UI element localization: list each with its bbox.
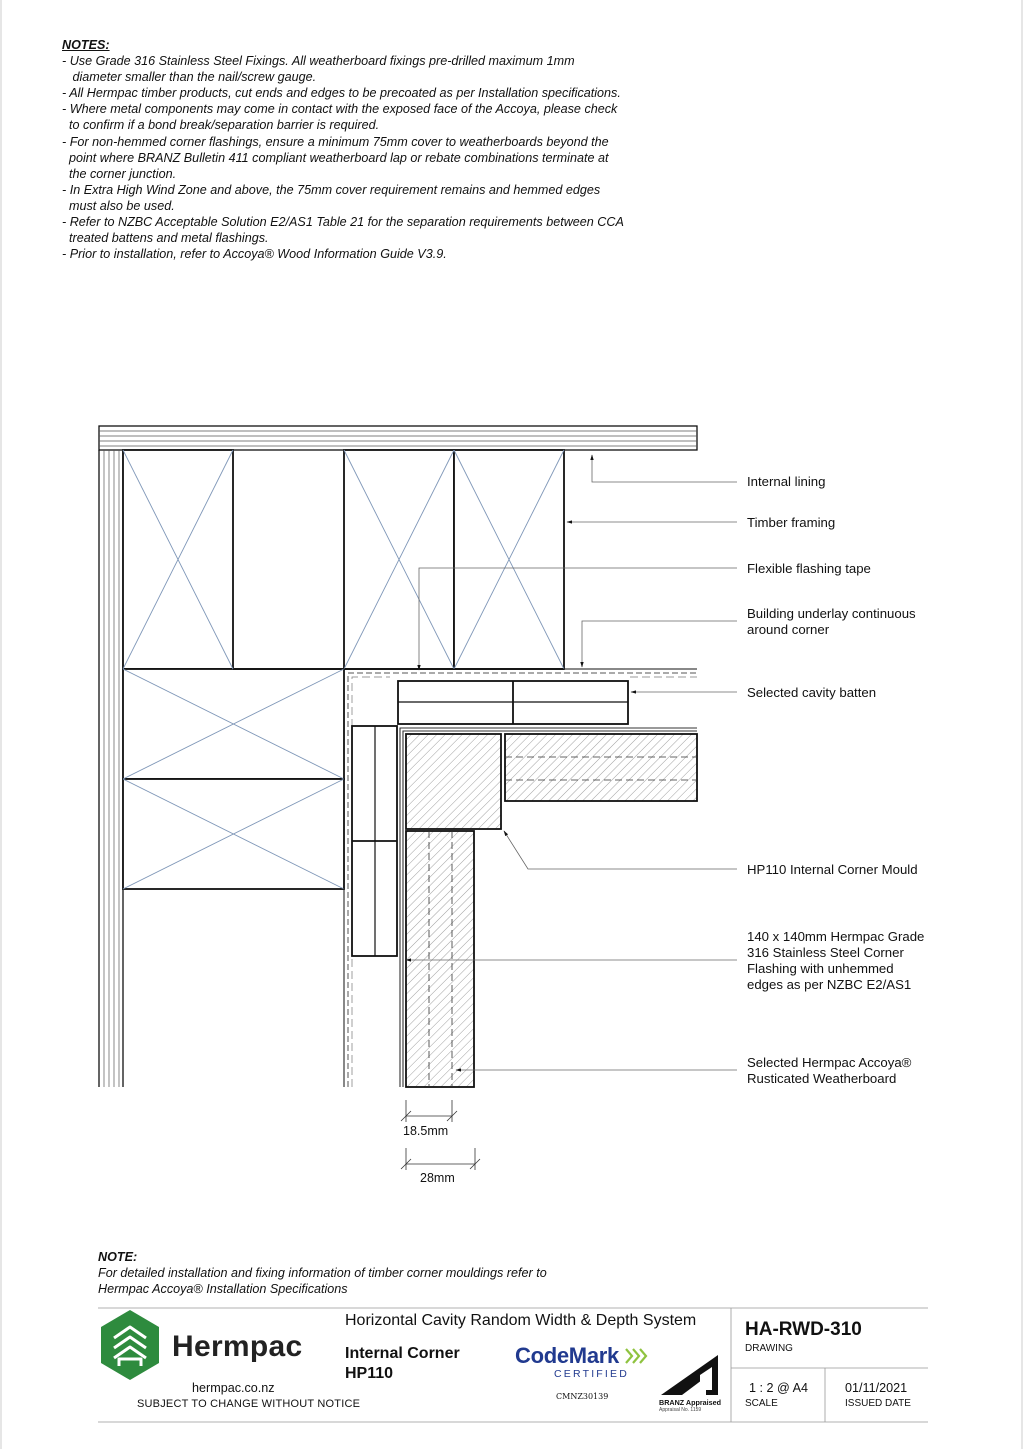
label-corner-flashing-line2: 316 Stainless Steel Corner (747, 945, 904, 960)
label-internal-lining: Internal lining (747, 474, 826, 489)
note-line: - Where metal components may come in contact with the exposed face of the Accoya, please check (62, 102, 618, 117)
label-weatherboard-line1: Selected Hermpac Accoya® (747, 1055, 912, 1070)
issued-date-value: 01/11/2021 (845, 1381, 908, 1395)
note-line: the corner junction. (62, 166, 177, 181)
note-line: treated battens and metal flashings. (62, 231, 269, 246)
note-line: diameter smaller than the nail/screw gauge. (62, 70, 317, 85)
product-line2: HP110 (345, 1365, 394, 1382)
label-corner-flashing-line4: edges as per NZBC E2/AS1 (747, 977, 912, 992)
drawing-label: DRAWING (745, 1343, 793, 1354)
weatherboard-horizontal (505, 734, 697, 801)
branz-appraised: BRANZ Appraised (659, 1398, 722, 1407)
brand-name: Hermpac (172, 1330, 303, 1363)
weatherboard-vertical (406, 831, 474, 1087)
note-line: - Prior to installation, refer to Accoya® Wood Information Guide V3.9. (62, 247, 447, 262)
label-timber-framing: Timber framing (747, 515, 836, 530)
notes-heading: NOTES: (62, 38, 110, 52)
installation-note-heading: NOTE: (98, 1250, 138, 1264)
website: hermpac.co.nz (192, 1381, 275, 1395)
dimension-18-5mm: 18.5mm (403, 1124, 449, 1138)
label-corner-flashing-line1: 140 x 140mm Hermpac Grade (747, 929, 925, 944)
scale-label: SCALE (745, 1398, 778, 1409)
cavity-batten-vertical (352, 726, 397, 956)
codemark-number: CMNZ30139 (556, 1392, 609, 1401)
hermpac-logo-icon (101, 1310, 159, 1380)
label-underlay-line2: around corner (747, 622, 830, 637)
note-line: - Use Grade 316 Stainless Steel Fixings. All weatherboard fixings pre-drilled maximum 1mm (62, 54, 575, 69)
installation-note-line: Hermpac Accoya® Installation Specifications (98, 1282, 348, 1296)
branz-mark-icon (661, 1355, 718, 1395)
note-line: to confirm if a bond break/separation barrier is required. (62, 118, 380, 133)
drawing-code: HA-RWD-310 (745, 1319, 862, 1340)
installation-note-line: For detailed installation and fixing information of timber corner mouldings refer to (98, 1266, 547, 1280)
issued-date-label: ISSUED DATE (845, 1398, 911, 1409)
dimension-28mm: 28mm (420, 1171, 455, 1185)
label-corner-mould: HP110 Internal Corner Mould (747, 862, 918, 877)
internal-lining-top (99, 426, 697, 450)
subject-notice: SUBJECT TO CHANGE WITHOUT NOTICE (137, 1398, 361, 1410)
system-name: Horizontal Cavity Random Width & Depth System (345, 1312, 697, 1329)
cavity-batten-horizontal (398, 681, 628, 724)
note-line: - In Extra High Wind Zone and above, the 75mm cover requirement remains and hemmed edges (62, 182, 601, 197)
note-line: - All Hermpac timber products, cut ends and edges to be precoated as per Installation specifications. (62, 86, 621, 101)
label-weatherboard-line2: Rusticated Weatherboard (747, 1071, 897, 1086)
note-line: must also be used. (62, 198, 175, 213)
codemark-chevron-icon (626, 1349, 646, 1363)
codemark-logo: CodeMark (515, 1343, 619, 1368)
note-line: point where BRANZ Bulletin 411 compliant weatherboard lap or rebate combinations terminate at (62, 150, 609, 165)
codemark-certified: CERTIFIED (554, 1368, 630, 1380)
label-corner-flashing-line3: Flashing with unhemmed (747, 961, 894, 976)
product-name (345, 1344, 460, 1384)
note-line: - For non-hemmed corner flashings, ensure a minimum 75mm cover to weatherboards beyond the (62, 134, 609, 149)
label-flashing-tape: Flexible flashing tape (747, 561, 871, 576)
installation-note (98, 1249, 547, 1297)
internal-lining-left (99, 450, 123, 1087)
label-underlay-line1: Building underlay continuous (747, 606, 916, 621)
scale-value: 1 : 2 @ A4 (749, 1381, 808, 1395)
product-line1: Internal Corner (345, 1345, 460, 1362)
branz-appraisal-number: Appraisal No. 1159 (659, 1407, 702, 1413)
corner-mould (406, 734, 501, 829)
label-cavity-batten: Selected cavity batten (747, 685, 877, 700)
note-line: - Refer to NZBC Acceptable Solution E2/AS1 Table 21 for the separation requirements between CCA (62, 215, 624, 230)
